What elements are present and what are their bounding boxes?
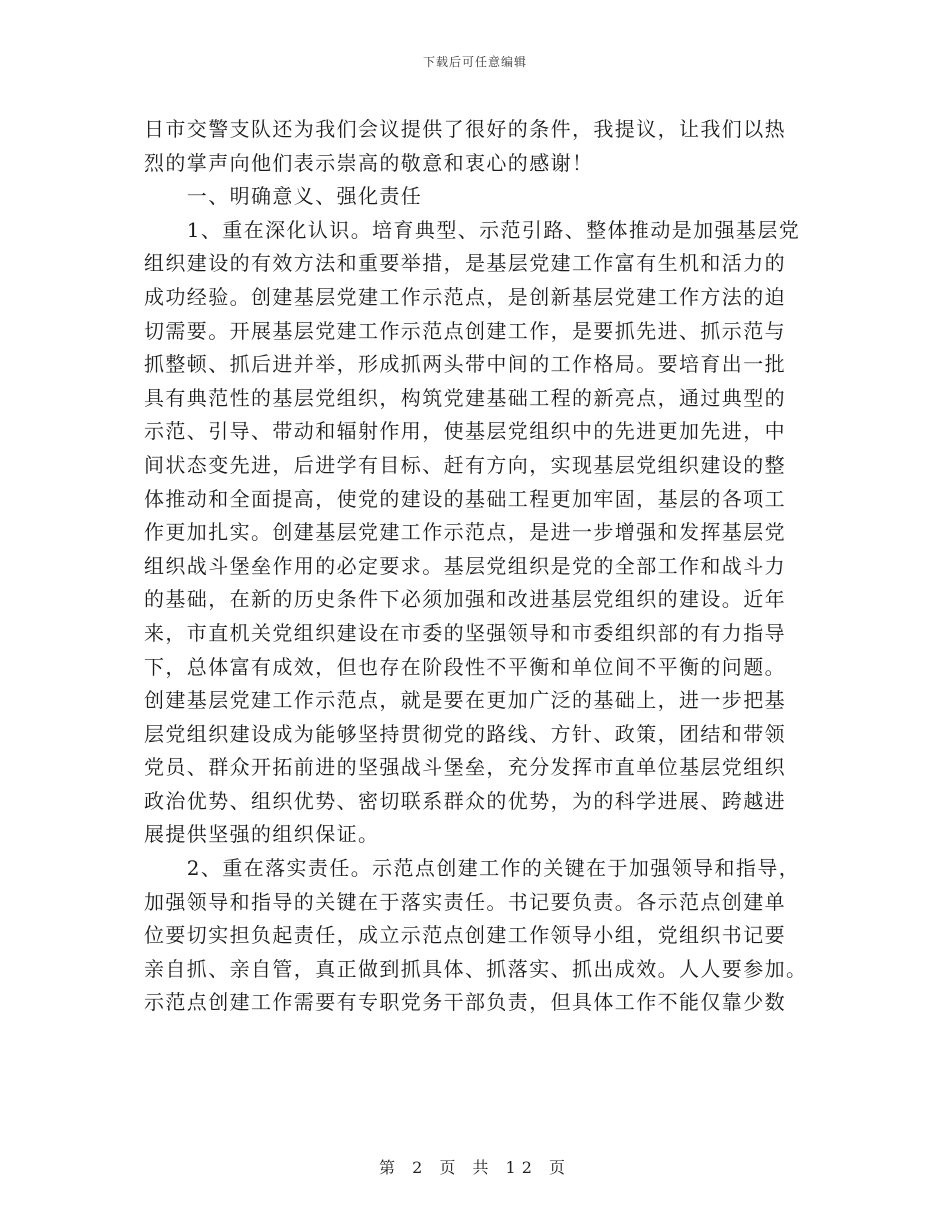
page-number: 第 2 页 共 12 页 [379, 1158, 571, 1177]
text-line: 2、重在落实责任。示范点创建工作的关键在于加强领导和指导， [144, 856, 801, 881]
text-line: 位要切实担负起责任，成立示范点创建工作领导小组，党组织书记要 [144, 923, 786, 948]
text-line: 作更加扎实。创建基层党建工作示范点，是进一步增强和发挥基层党 [144, 520, 786, 545]
text-line: 下，总体富有成效，但也存在阶段性不平衡和单位间不平衡的问题。 [144, 654, 786, 679]
text-line: 体推动和全面提高，使党的建设的基础工程更加牢固，基层的各项工 [144, 486, 786, 511]
section-heading: 一、明确意义、强化责任 [144, 184, 423, 209]
text-line: 示范点创建工作需要有专职党务干部负责，但具体工作不能仅靠少数 [144, 990, 786, 1015]
text-line: 组织战斗堡垒作用的必定要求。基层党组织是党的全部工作和战斗力 [144, 553, 786, 578]
text-line: 层党组织建设成为能够坚持贯彻党的路线、方针、政策，团结和带领 [144, 721, 786, 746]
text-line: 来，市直机关党组织建设在市委的坚强领导和市委组织部的有力指导 [144, 620, 786, 645]
text-line: 1、重在深化认识。培育典型、示范引路、整体推动是加强基层党 [144, 217, 801, 242]
text-line: 烈的掌声向他们表示崇高的敬意和衷心的感谢！ [144, 150, 594, 175]
document-body [144, 113, 809, 1020]
text-line: 组织建设的有效方法和重要举措，是基层党建工作富有生机和活力的 [144, 251, 786, 276]
page-header: 下载后可任意编辑 [422, 55, 527, 69]
text-line: 亲自抓、亲自管，真正做到抓具体、抓落实、抓出成效。人人要参加。 [144, 956, 808, 981]
text-line: 示范、引导、带动和辐射作用，使基层党组织中的先进更加先进，中 [144, 419, 786, 444]
text-line: 的基础，在新的历史条件下必须加强和改进基层党组织的建设。近年 [144, 587, 786, 612]
text-line: 具有典范性的基层党组织，构筑党建基础工程的新亮点，通过典型的 [144, 385, 786, 410]
text-line: 创建基层党建工作示范点，就是要在更加广泛的基础上，进一步把基 [144, 688, 786, 713]
text-line: 抓整顿、抓后进并举，形成抓两头带中间的工作格局。要培育出一批 [144, 352, 786, 377]
text-line: 加强领导和指导的关键在于落实责任。书记要负责。各示范点创建单 [144, 889, 786, 914]
text-line: 间状态变先进，后进学有目标、赶有方向，实现基层党组织建设的整 [144, 452, 786, 477]
text-line: 党员、群众开拓前进的坚强战斗堡垒，充分发挥市直单位基层党组织 [144, 755, 786, 780]
text-line: 展提供坚强的组织保证。 [144, 822, 380, 847]
text-line: 切需要。开展基层党建工作示范点创建工作，是要抓先进、抓示范与 [144, 318, 786, 343]
text-line: 日市交警支队还为我们会议提供了很好的条件，我提议，让我们以热 [144, 117, 786, 141]
text-line: 成功经验。创建基层党建工作示范点，是创新基层党建工作方法的迫 [144, 284, 786, 309]
text-line: 政治优势、组织优势、密切联系群众的优势，为的科学进展、跨越进 [144, 788, 786, 813]
